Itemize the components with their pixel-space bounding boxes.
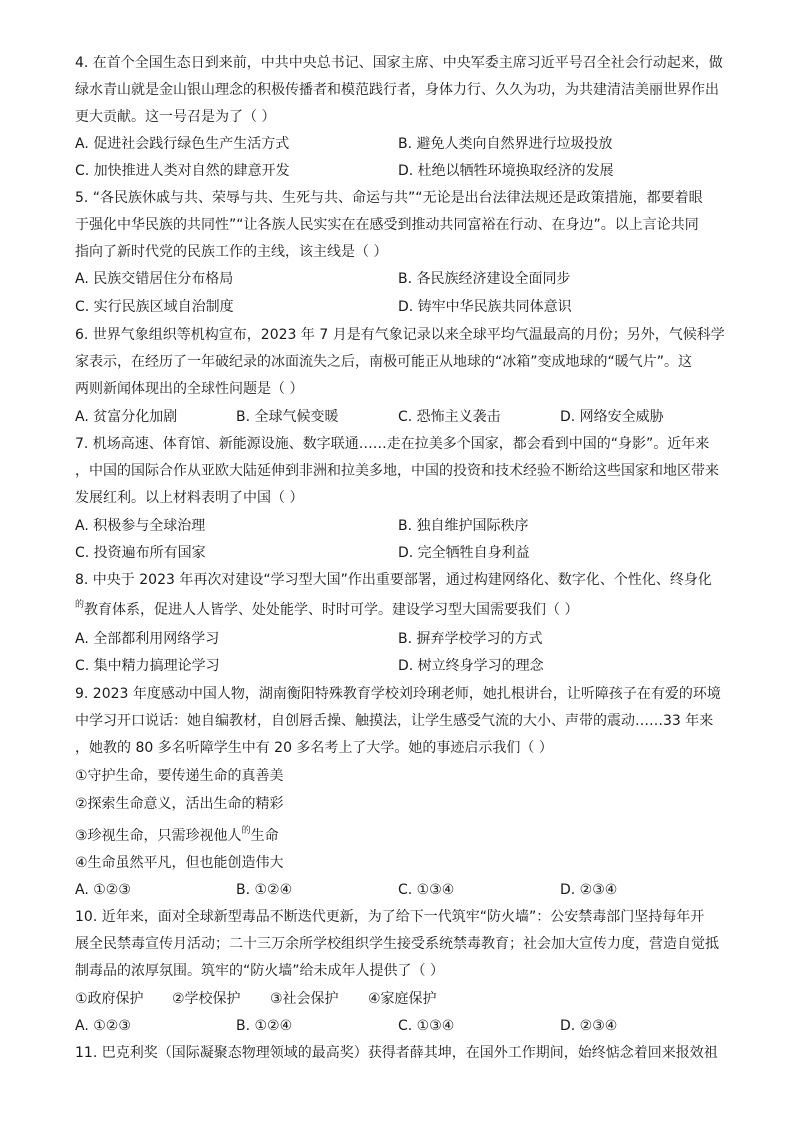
q9-option-c[interactable]: C. ①③④ bbox=[398, 882, 455, 898]
q7-option-d[interactable]: D. 完全牺牲自身利益 bbox=[398, 545, 530, 561]
q8-stem-line-2-text: 教育体系，促进人人皆学、处处能学、时时可学。建设学习型大国需要我们（ ） bbox=[84, 602, 579, 618]
q8-stem-line-2 bbox=[75, 600, 578, 622]
q4-option-c[interactable]: C. 加快推进人类对自然的肆意开发 bbox=[75, 163, 290, 179]
q9-statement-2: ②探索生命意义，活出生命的精彩 bbox=[75, 796, 284, 812]
q5-option-a[interactable]: A. 民族交错居住分布格局 bbox=[75, 271, 234, 287]
q10-option-d[interactable]: D. ②③④ bbox=[560, 1018, 618, 1034]
q9-option-d[interactable]: D. ②③④ bbox=[560, 882, 618, 898]
q6-stem-line-3: 两则新闻体现出的全球性问题是（ ） bbox=[75, 381, 304, 397]
q10-stem-line-2: 展全民禁毒宣传月活动；二十三万余所学校组织学生接受系统禁毒教育；社会加大宣传力度，营造自觉抵 bbox=[75, 936, 719, 952]
q9-statement-1: ①守护生命，要传递生命的真善美 bbox=[75, 768, 284, 784]
q5-option-c[interactable]: C. 实行民族区域自治制度 bbox=[75, 299, 234, 315]
q9-stem-line-3: ，她教的 80 多名听障学生中有 20 多名考上了大学。她的事迹启示我们（ ） bbox=[75, 740, 553, 756]
q7-stem-line-3: 发展红利。以上材料表明了中国（ ） bbox=[75, 490, 304, 506]
q4-option-a[interactable]: A. 促进社会践行绿色生产生活方式 bbox=[75, 136, 290, 152]
q10-option-c[interactable]: C. ①③④ bbox=[398, 1018, 455, 1034]
q8-stray-superscript: 的 bbox=[75, 600, 85, 610]
q11-stem-line-1: 11. 巴克利奖（国际凝聚态物理领域的最高奖）获得者薛其坤，在国外工作期间，始终惦念着回来报效祖 bbox=[75, 1045, 718, 1061]
q5-stem-line-2: 于强化中华民族的共同性”“让各族人民实实在在感受到推动共同富裕在行动、在身边”。以上言论共同 bbox=[75, 217, 699, 233]
q4-option-b[interactable]: B. 避免人类向自然界进行垃圾投放 bbox=[398, 136, 613, 152]
q5-stem-line-1: 5. “各民族休戚与共、荣辱与共、生死与共、命运与共”“无论是出台法律法规还是政策措施，都要着眼 bbox=[75, 190, 703, 206]
q7-stem-line-1: 7. 机场高速、体育馆、新能源设施、数字联通……走在拉美多个国家，都会看到中国的“身影”。近年来 bbox=[75, 436, 710, 452]
q10-statement-2: ②学校保护 bbox=[172, 991, 241, 1007]
q8-option-d[interactable]: D. 树立终身学习的理念 bbox=[398, 658, 544, 674]
q9-statement-3-post: 生命 bbox=[250, 828, 279, 844]
q7-option-c[interactable]: C. 投资遍布所有国家 bbox=[75, 545, 206, 561]
q8-stem-line-1: 8. 中央于 2023 年再次对建设“学习型大国”作出重要部署，通过构建网络化、数字化、个性化、终身化 bbox=[75, 572, 712, 588]
q6-option-c[interactable]: C. 恐怖主义袭击 bbox=[398, 409, 501, 425]
q7-option-b[interactable]: B. 独自维护国际秩序 bbox=[398, 518, 529, 534]
q6-option-d[interactable]: D. 网络安全威胁 bbox=[560, 409, 664, 425]
q5-option-d[interactable]: D. 铸牢中华民族共同体意识 bbox=[398, 299, 572, 315]
q10-stem-line-3: 制毒品的浓厚氛围。筑牢的“防火墙”给未成年人提供了（ ） bbox=[75, 963, 444, 979]
q9-statement-3 bbox=[75, 826, 279, 848]
q9-stem-line-1: 9. 2023 年度感动中国人物，湖南衡阳特殊教育学校刘玲琍老师，她扎根讲台，让听障孩子在有爱的环境 bbox=[75, 686, 721, 702]
q9-statement-4: ④生命虽然平凡，但也能创造伟大 bbox=[75, 855, 284, 871]
q5-stem-line-3: 指向了新时代党的民族工作的主线，该主线是（ ） bbox=[75, 244, 388, 260]
q6-stem-line-2: 家表示，在经历了一年破纪录的冰面流失之后，南极可能正从地球的“冰箱”变成地球的“暖气片”。这 bbox=[75, 354, 693, 370]
q8-option-a[interactable]: A. 全部都利用网络学习 bbox=[75, 631, 220, 647]
q9-option-b[interactable]: B. ①②④ bbox=[236, 882, 293, 898]
q10-statement-3: ③社会保护 bbox=[270, 991, 339, 1007]
q9-statement-3-pre: ③珍视生命，只需珍视他人 bbox=[75, 828, 242, 844]
q6-option-b[interactable]: B. 全球气候变暖 bbox=[236, 409, 339, 425]
q6-option-a[interactable]: A. 贫富分化加剧 bbox=[75, 409, 178, 425]
q4-stem-line-2: 绿水青山就是金山银山理念的积极传播者和模范践行者，身体力行、久久为功，为共建清洁美丽世界作出 bbox=[75, 82, 719, 98]
q9-option-a[interactable]: A. ①②③ bbox=[75, 882, 131, 898]
q9-stray-superscript: 的 bbox=[241, 826, 251, 836]
q6-stem-line-1: 6. 世界气象组织等机构宣布，2023 年 7 月是有气象记录以来全球平均气温最高的月份；另外，气候科学 bbox=[75, 327, 725, 343]
q10-option-b[interactable]: B. ①②④ bbox=[236, 1018, 293, 1034]
q8-option-b[interactable]: B. 摒弃学校学习的方式 bbox=[398, 631, 543, 647]
q10-statement-4: ④家庭保护 bbox=[368, 991, 437, 1007]
q4-stem-line-1: 4. 在首个全国生态日到来前，中共中央总书记、国家主席、中央军委主席习近平号召全社会行动起来，做 bbox=[75, 55, 723, 71]
q9-stem-line-2: 中学习开口说话：她自编教材，自创唇舌操、触摸法，让学生感受气流的大小、声带的震动……33 年来 bbox=[75, 713, 714, 729]
q7-option-a[interactable]: A. 积极参与全球治理 bbox=[75, 518, 206, 534]
q10-stem-line-1: 10. 近年来，面对全球新型毒品不断迭代更新，为了给下一代筑牢“防火墙”：公安禁毒部门坚持每年开 bbox=[75, 909, 705, 925]
q8-option-c[interactable]: C. 集中精力搞理论学习 bbox=[75, 658, 220, 674]
q10-option-a[interactable]: A. ①②③ bbox=[75, 1018, 131, 1034]
q4-option-d[interactable]: D. 杜绝以牺牲环境换取经济的发展 bbox=[398, 163, 614, 179]
q5-option-b[interactable]: B. 各民族经济建设全面同步 bbox=[398, 271, 571, 287]
q10-statement-1: ①政府保护 bbox=[75, 991, 144, 1007]
q7-stem-line-2: ，中国的国际合作从亚欧大陆延伸到非洲和拉美多地，中国的投资和技术经验不断给这些国家和地区带来 bbox=[75, 463, 719, 479]
q4-stem-line-3: 更大贡献。这一号召是为了（ ） bbox=[75, 109, 276, 125]
